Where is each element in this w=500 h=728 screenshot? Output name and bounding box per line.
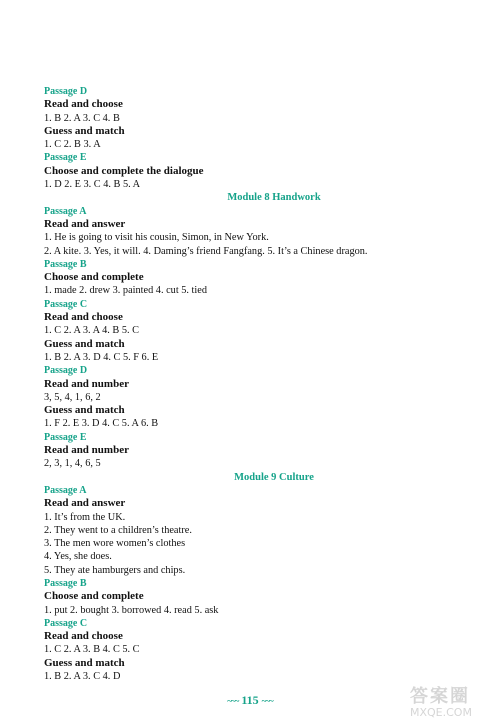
answer-line: 1. He is going to visit his cousin, Simon, in New York. — [44, 232, 269, 244]
page-number: 115 — [241, 693, 259, 707]
answer-line: 1. B 2. A 3. D 4. C 5. F 6. E — [44, 351, 159, 363]
answer-key-content — [44, 85, 464, 683]
passage-label: Passage E — [44, 431, 87, 443]
passage-label: Passage A — [44, 484, 87, 496]
answer-line: 1. B 2. A 3. C 4. D — [44, 671, 121, 683]
footer-left-ornament: ~~~ — [227, 696, 239, 706]
answer-line: 1. C 2. A 3. A 4. B 5. C — [44, 325, 139, 337]
answer-line: 1. made 2. drew 3. painted 4. cut 5. tied — [44, 285, 207, 297]
section-heading: Read and choose — [44, 311, 123, 324]
module-title: Module 8 Handwork — [227, 192, 321, 204]
section-heading: Choose and complete the dialogue — [44, 164, 204, 177]
answer-line: 1. C 2. B 3. A — [44, 139, 101, 151]
watermark-logo — [410, 688, 492, 722]
answer-line: 1. C 2. A 3. B 4. C 5. C — [44, 644, 140, 656]
passage-label: Passage C — [44, 617, 88, 629]
answer-line: 3. The men wore women’s clothes — [44, 538, 186, 550]
watermark-url: MXQE.COM — [410, 706, 472, 719]
section-heading: Read and number — [44, 377, 129, 390]
section-heading: Guess and match — [44, 656, 125, 669]
answer-line: 1. B 2. A 3. C 4. B — [44, 112, 120, 124]
passage-label: Passage E — [44, 152, 87, 164]
footer-right-ornament: ~~~ — [261, 696, 273, 706]
passage-label: Passage C — [44, 298, 88, 310]
watermark-title: 答案圈 — [410, 686, 470, 707]
answer-line: 2, 3, 1, 4, 6, 5 — [44, 458, 101, 470]
passage-label: Passage D — [44, 365, 88, 377]
passage-label: Passage B — [44, 258, 87, 270]
answer-line: 4. Yes, she does. — [44, 551, 112, 563]
answer-line: 1. It’s from the UK. — [44, 511, 126, 523]
passage-label: Passage D — [44, 86, 88, 97]
section-heading: Read and choose — [44, 98, 123, 111]
answer-line: 3, 5, 4, 1, 6, 2 — [44, 391, 101, 403]
section-heading: Read and answer — [44, 497, 126, 510]
section-heading: Guess and match — [44, 404, 125, 417]
module-title: Module 9 Culture — [234, 471, 314, 483]
answer-line: 2. A kite. 3. Yes, it will. 4. Daming’s friend Fangfang. 5. It’s a Chinese dragon. — [44, 245, 368, 257]
answer-line: 1. D 2. E 3. C 4. B 5. A — [44, 179, 141, 191]
section-heading: Read and choose — [44, 630, 123, 643]
answer-line: 1. put 2. bought 3. borrowed 4. read 5. ask — [44, 604, 219, 616]
answer-line: 5. They ate hamburgers and chips. — [44, 564, 186, 576]
section-heading: Choose and complete — [44, 271, 144, 284]
passage-label: Passage A — [44, 205, 87, 217]
passage-label: Passage B — [44, 577, 87, 589]
section-heading: Guess and match — [44, 124, 125, 137]
answer-line: 2. They went to a children’s theatre. — [44, 524, 192, 536]
section-heading: Read and number — [44, 444, 129, 457]
section-heading: Read and answer — [44, 217, 126, 230]
section-heading: Guess and match — [44, 337, 125, 350]
answer-line: 1. F 2. E 3. D 4. C 5. A 6. B — [44, 418, 159, 430]
section-heading: Choose and complete — [44, 590, 144, 603]
